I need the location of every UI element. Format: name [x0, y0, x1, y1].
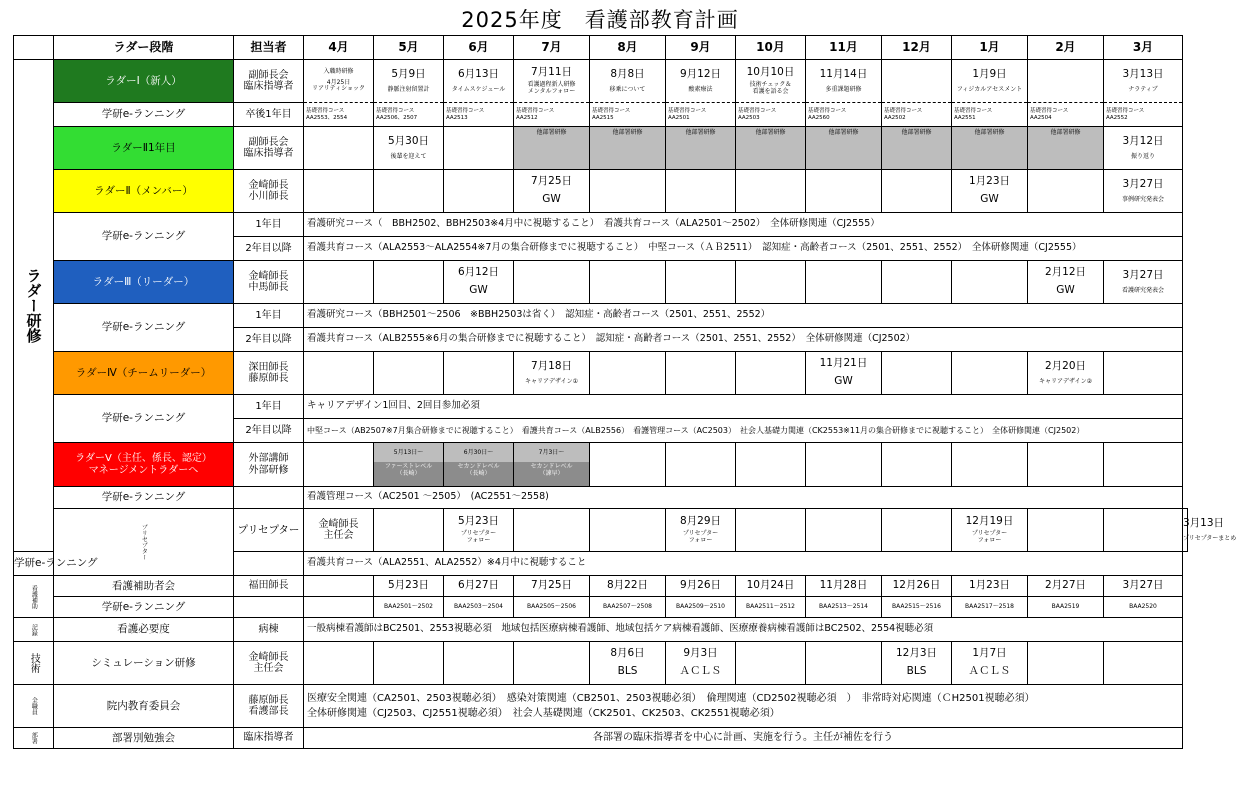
cell-note: セカンドレベル （長崎） — [444, 462, 513, 486]
ladder1-cell-jan — [952, 60, 1028, 103]
ladder2y1-cell-mar — [1104, 127, 1183, 170]
ladder1-label: ラダーⅠ（新人） — [54, 60, 234, 103]
empty-cell — [882, 352, 952, 395]
category-ladder-label: ラダー研修 — [24, 268, 43, 343]
category-ladder — [14, 60, 54, 552]
empty-cell — [666, 443, 736, 487]
ladder2-cell-jul — [514, 170, 590, 213]
category-dept — [14, 728, 54, 749]
dept-row — [14, 728, 1188, 749]
assist-elearn-label: 学研e-ランニング — [54, 597, 234, 618]
ladder2-cell-jan — [952, 170, 1028, 213]
empty-cell — [952, 352, 1028, 395]
category-preceptor-label: プリセプター — [140, 524, 148, 560]
empty-cell — [444, 170, 514, 213]
cell-note: ナラティブ — [1128, 86, 1158, 94]
preceptor-cell-aug — [666, 509, 736, 552]
assist-code: BAA2503～2504 — [444, 597, 514, 618]
assist-code: BAA2501～2502 — [374, 597, 444, 618]
month-header: 8月 — [590, 36, 666, 60]
other-dept-cell: 他部署研修 — [806, 127, 882, 170]
ladder1-cell-oct — [736, 60, 806, 103]
ladder1-cell-may — [374, 60, 444, 103]
empty-cell — [736, 170, 806, 213]
cell-date: 8月29日 — [679, 515, 722, 528]
empty-cell — [806, 509, 882, 552]
cell-date: 1月23日 — [968, 175, 1011, 188]
cell-date: 11月21日 — [819, 357, 868, 370]
ladder2y1-cell-may — [374, 127, 444, 170]
tech-row — [14, 642, 1188, 685]
ladder2-label: ラダーⅡ（メンバー） — [54, 170, 234, 213]
record-text: 一般病棟看護師はBC2501、2553視聴必須 地域包括医療病棟看護師、地域包括ケア病棟看護師、医療療養病棟看護師はBC2502、2554視聴必須 — [304, 618, 1183, 642]
assist-person: 福田師長 — [234, 576, 304, 597]
ladder4-row — [14, 352, 1188, 395]
empty-cell — [666, 261, 736, 304]
preceptor-row — [14, 509, 1188, 552]
empty-cell — [304, 443, 374, 487]
elearn-text: 看護共育コース（ALA2551、ALA2552）※4月中に視聴すること — [304, 552, 1183, 576]
tech-cell-sep — [666, 642, 736, 685]
cell-note: GW — [542, 193, 561, 205]
empty-cell — [1104, 642, 1183, 685]
cell-date: 2月20日 — [1044, 359, 1087, 372]
empty-cell — [234, 487, 304, 509]
ladder4-elearn-label: 学研e-ランニング — [54, 395, 234, 443]
elearn-code: 基礎習得コース AA2503 — [736, 103, 806, 127]
ladder5-cell-may — [374, 443, 444, 487]
empty-cell — [1028, 170, 1104, 213]
year-label: 2年目以降 — [234, 237, 304, 261]
tech-label: シミュレーション研修 — [54, 642, 234, 685]
assist-code: BAA2515～2516 — [882, 597, 952, 618]
ladder1-cell-apr — [304, 60, 374, 103]
ladder1-elearn-person: 卒後1年目 — [234, 103, 304, 127]
empty-cell — [882, 443, 952, 487]
assist-date: 6月27日 — [444, 576, 514, 597]
category-tech — [14, 642, 54, 685]
preceptor-elearn-label: 学研e-ランニング — [14, 552, 54, 576]
ladder5-cell-jun — [444, 443, 514, 487]
category-record — [14, 618, 54, 642]
month-header: 5月 — [374, 36, 444, 60]
ladder5-cell-jul — [514, 443, 590, 487]
year-label: 1年目 — [234, 213, 304, 237]
ladder4-label: ラダーⅣ（チームリーダー） — [54, 352, 234, 395]
cell-date: 12月19日 — [965, 515, 1014, 528]
empty-cell — [1104, 443, 1183, 487]
empty-cell — [234, 597, 304, 618]
cell-note: 4月25日 リアリティショック — [311, 78, 366, 93]
ladder2y1-cell-apr — [304, 127, 374, 170]
empty-cell — [514, 261, 590, 304]
assist-date: 3月27日 — [1104, 576, 1183, 597]
cell-note: タイムスケジュール — [451, 86, 506, 94]
assist-date: 9月26日 — [666, 576, 736, 597]
ladder3-row — [14, 261, 1188, 304]
ladder5-elearn-row — [14, 487, 1188, 509]
empty-cell — [514, 509, 590, 552]
other-dept-cell: 他部署研修 — [952, 127, 1028, 170]
year-label: 2年目以降 — [234, 419, 304, 443]
cell-note: フィジカルアセスメント — [956, 86, 1023, 94]
ladder4-cell-jul — [514, 352, 590, 395]
ladder2y1-row — [14, 127, 1188, 170]
cell-note: 静脈注射留置計 — [387, 86, 430, 94]
empty-cell — [736, 509, 806, 552]
preceptor-cell-mar — [1183, 509, 1236, 552]
cell-note: 後輩を迎えて — [390, 153, 427, 161]
ladder3-label: ラダーⅢ（リーダー） — [54, 261, 234, 304]
ladder1-person: 副師長会 臨床指導者 — [234, 60, 304, 103]
cell-note: 事例研究発表会 — [1121, 196, 1164, 204]
committee-line1: 医療安全関連（CA2501、2503視聴必須） 感染対策関連（CB2501、2503視聴必須） 倫理関連（CD2502視聴必須 ） 非常時対応関連（ＣH2501視聴必須） — [307, 693, 1035, 704]
cell-note: 看護研究発表会 — [1121, 287, 1164, 295]
ladder4-cell-feb — [1028, 352, 1104, 395]
tech-cell-dec — [882, 642, 952, 685]
cell-date: 入職時研修 — [323, 67, 354, 75]
assist-code: BAA2519 — [1028, 597, 1104, 618]
assist-row — [14, 576, 1188, 597]
cell-note: GW — [980, 193, 999, 205]
empty-cell — [736, 352, 806, 395]
committee-row — [14, 685, 1188, 728]
empty-cell — [736, 642, 806, 685]
month-header: 10月 — [736, 36, 806, 60]
cell-date: 3月27日 — [1122, 177, 1164, 190]
assist-date: 10月24日 — [736, 576, 806, 597]
category-dept-label: 部署 — [30, 732, 38, 744]
cell-date: 7月3日～ — [514, 443, 589, 462]
empty-cell — [234, 552, 304, 576]
ladder2y1-person: 副師長会 臨床指導者 — [234, 127, 304, 170]
assist-date: 8月22日 — [590, 576, 666, 597]
month-header: 4月 — [304, 36, 374, 60]
cell-date: 3月27日 — [1122, 268, 1164, 281]
empty-cell — [1104, 352, 1183, 395]
elearn-code: 基礎習得コース AA2501 — [666, 103, 736, 127]
ladder2-elearn-y1-row — [14, 213, 1188, 237]
assist-code: BAA2511～2512 — [736, 597, 806, 618]
preceptor-label: プリセプター — [234, 509, 304, 552]
empty-cell — [514, 642, 590, 685]
header-row — [14, 36, 1188, 60]
cell-note: セカンドレベル （諫早） — [514, 462, 589, 486]
empty-cell — [666, 352, 736, 395]
cell-date: 5月30日 — [387, 134, 430, 147]
cell-date: 3月13日 — [1183, 516, 1225, 529]
month-header: 2月 — [1028, 36, 1104, 60]
cell-date: 5月13日～ — [374, 443, 443, 462]
month-header: 11月 — [806, 36, 882, 60]
other-dept-cell: 他部署研修 — [666, 127, 736, 170]
tech-cell-aug — [590, 642, 666, 685]
ladder2y1-cell-jun — [444, 127, 514, 170]
committee-line2: 全体研修関連（CJ2503、CJ2551視聴必須） 社会人基礎関連（CK2501、CK2503、CK2551視聴必須） — [307, 707, 780, 719]
cell-note: BLS — [906, 665, 927, 677]
ladder1-cell-nov — [806, 60, 882, 103]
cell-date: 6月30日～ — [444, 443, 513, 462]
month-header: 6月 — [444, 36, 514, 60]
cell-date: 6月12日 — [457, 266, 500, 279]
assist-code: BAA2520 — [1104, 597, 1183, 618]
elearn-code: 基礎習得コース AA2506、2507 — [374, 103, 444, 127]
record-person: 病棟 — [234, 618, 304, 642]
ladder1-cell-dec — [882, 60, 952, 103]
ladder1-cell-mar — [1104, 60, 1183, 103]
assist-date — [304, 576, 374, 597]
assist-date: 11月28日 — [806, 576, 882, 597]
empty-cell — [374, 170, 444, 213]
dept-label: 部署別勉強会 — [54, 728, 234, 749]
category-tech-label: 技術 — [28, 653, 40, 673]
month-header: 1月 — [952, 36, 1028, 60]
cell-note: BLS — [617, 665, 638, 677]
cell-note: プリセプター フォロー — [971, 529, 1008, 544]
empty-cell — [590, 261, 666, 304]
empty-cell — [444, 642, 514, 685]
committee-text — [304, 685, 1183, 728]
page-title: 2025年度 看護部教育計画 — [461, 8, 739, 32]
ladder4-person: 深田師長 藤原師長 — [234, 352, 304, 395]
ladder3-cell-mar — [1104, 261, 1183, 304]
cell-date: 9月12日 — [679, 67, 722, 80]
person-header: 担当者 — [234, 36, 304, 60]
empty-cell — [304, 642, 374, 685]
year-label: 1年目 — [234, 395, 304, 419]
empty-cell — [1028, 642, 1104, 685]
assist-date: 2月27日 — [1028, 576, 1104, 597]
category-assist — [14, 576, 54, 618]
record-label: 看護必要度 — [54, 618, 234, 642]
committee-label: 院内教育委員会 — [54, 685, 234, 728]
empty-cell — [952, 261, 1028, 304]
cell-note: ＡＣＬＳ — [968, 665, 1011, 677]
empty-cell — [806, 443, 882, 487]
ladder2y1-label: ラダーⅡ1年目 — [54, 127, 234, 170]
month-header: 7月 — [514, 36, 590, 60]
assist-code: BAA2517～2518 — [952, 597, 1028, 618]
tech-cell-jan — [952, 642, 1028, 685]
category-record-label: 記録 — [30, 623, 38, 636]
cell-date: 5月23日 — [457, 515, 500, 528]
ladder5-person: 外部講師 外部研修 — [234, 443, 304, 487]
cell-note: ファーストレベル （長崎） — [374, 462, 443, 486]
empty-cell — [806, 642, 882, 685]
empty-cell — [882, 509, 952, 552]
category-committee — [14, 685, 54, 728]
ladder5-label: ラダーⅤ（主任、係長、認定） マネージメントラダーへ — [54, 443, 234, 487]
elearn-code: 基礎習得コース AA2515 — [590, 103, 666, 127]
cell-date: 7月18日 — [530, 359, 573, 372]
ladder3-elearn-y1-row — [14, 304, 1188, 328]
other-dept-cell: 他部署研修 — [514, 127, 590, 170]
cell-date: 3月12日 — [1122, 134, 1164, 147]
empty-cell — [374, 642, 444, 685]
preceptor-cell-may — [444, 509, 514, 552]
cell-date: 8月8日 — [610, 67, 645, 80]
empty-cell — [1028, 443, 1104, 487]
cell-date: 7月11日 — [530, 66, 573, 79]
cell-note: 多重課題研修 — [825, 86, 862, 94]
ladder2-person: 金崎師長 小川師長 — [234, 170, 304, 213]
elearn-text: 看護管理コース（AC2501 ～2505） (AC2551～2558) — [304, 487, 1183, 509]
committee-person: 藤原師長 看護部長 — [234, 685, 304, 728]
assist-code — [304, 597, 374, 618]
ladder2-elearn-label: 学研e-ランニング — [54, 213, 234, 261]
assist-date: 7月25日 — [514, 576, 590, 597]
cell-note: GW — [1056, 284, 1075, 296]
other-dept-cell: 他部署研修 — [736, 127, 806, 170]
year-label: 2年目以降 — [234, 328, 304, 352]
elearn-text: 看護共育コース（ALB2555※6月の集合研修までに視聴すること） 認知症・高齢者コース（2501、2551、2552） 全体研修関連（CJ2502） — [304, 328, 1183, 352]
empty-cell — [806, 261, 882, 304]
empty-cell — [1028, 509, 1104, 552]
month-header: 9月 — [666, 36, 736, 60]
ladder1-row — [14, 60, 1188, 103]
empty-cell — [304, 170, 374, 213]
elearn-text: 看護研究コース（BBH2501～2506 ※BBH2503は省く） 認知症・高齢者コース（2501、2551、2552） — [304, 304, 1183, 328]
cell-note: ＡＣＬＳ — [679, 665, 722, 677]
other-dept-cell: 他部署研修 — [882, 127, 952, 170]
month-header: 3月 — [1104, 36, 1183, 60]
cell-note: プリセプター フォロー — [682, 529, 719, 544]
ladder3-person: 金崎師長 中馬師長 — [234, 261, 304, 304]
ladder1-cell-jul — [514, 60, 590, 103]
assist-date: 5月23日 — [374, 576, 444, 597]
category-committee-label: 全職員 — [30, 697, 38, 715]
elearn-code: 基礎習得コース AA2504 — [1028, 103, 1104, 127]
cell-note: キャリアデザイン② — [1039, 378, 1092, 386]
cell-note: 移乗について — [609, 86, 646, 94]
year-label: 1年目 — [234, 304, 304, 328]
assist-code: BAA2507～2508 — [590, 597, 666, 618]
assist-code: BAA2509～2510 — [666, 597, 736, 618]
dept-text: 各部署の臨床指導者を中心に計画、実施を行う。主任が補佐を行う — [304, 728, 1183, 749]
ladder1-elearn-label: 学研e-ランニング — [54, 103, 234, 127]
ladder1-cell-sep — [666, 60, 736, 103]
elearn-text: キャリアデザイン1回目、2回目参加必須 — [304, 395, 1183, 419]
elearn-text: 看護研究コース（ BBH2502、BBH2503※4月中に視聴すること） 看護共育コース（ALA2501～2502） 全体研修関連（CJ2555） — [304, 213, 1183, 237]
cell-note: キャリアデザイン① — [525, 378, 578, 386]
empty-cell — [666, 170, 736, 213]
cell-date: 9月3日 — [683, 647, 718, 660]
ladder1-elearn-row — [14, 103, 1188, 127]
cell-date: 11月14日 — [819, 67, 868, 80]
assist-elearn-row — [14, 597, 1188, 618]
category-assist-label: 看護補助 — [30, 584, 38, 609]
ladder-header: ラダー段階 — [54, 36, 234, 60]
cell-date: 7月25日 — [530, 175, 573, 188]
elearn-code: 基礎習得コース AA2512 — [514, 103, 590, 127]
cell-note: プリセプターまとめ — [1183, 535, 1236, 543]
cell-note: プリセプター フォロー — [460, 529, 497, 544]
cell-date: 1月9日 — [972, 67, 1007, 80]
elearn-code: 基礎習得コース AA2502 — [882, 103, 952, 127]
cell-note: GW — [834, 375, 853, 387]
cell-note: GW — [469, 284, 488, 296]
cell-date: 8月6日 — [610, 647, 645, 660]
empty-cell — [304, 261, 374, 304]
empty-cell — [736, 261, 806, 304]
ladder5-row — [14, 443, 1188, 487]
cell-note: 酸素療法 — [688, 86, 713, 94]
dept-person: 臨床指導者 — [234, 728, 304, 749]
assist-date: 1月23日 — [952, 576, 1028, 597]
assist-label: 看護補助者会 — [54, 576, 234, 597]
cell-date: 10月10日 — [746, 66, 795, 79]
elearn-code: 基礎習得コース AA2560 — [806, 103, 882, 127]
empty-cell — [444, 352, 514, 395]
ladder3-cell-jun — [444, 261, 514, 304]
empty-cell — [590, 509, 666, 552]
other-dept-cell: 他部署研修 — [590, 127, 666, 170]
ladder2-cell-mar — [1104, 170, 1183, 213]
cell-date: 12月3日 — [895, 647, 938, 660]
empty-cell — [736, 443, 806, 487]
assist-code: BAA2513～2514 — [806, 597, 882, 618]
cell-date: 6月13日 — [457, 67, 500, 80]
education-plan-table — [13, 35, 1236, 749]
corner-cell — [14, 36, 54, 60]
ladder1-cell-feb — [1028, 60, 1104, 103]
tech-person: 金崎師長 主任会 — [234, 642, 304, 685]
cell-date: 1月7日 — [972, 647, 1007, 660]
elearn-code: 基礎習得コース AA2553、2554 — [304, 103, 374, 127]
elearn-code: 基礎習得コース AA2513 — [444, 103, 514, 127]
empty-cell — [806, 170, 882, 213]
assist-code: BAA2505～2506 — [514, 597, 590, 618]
elearn-code: 基礎習得コース AA2552 — [1104, 103, 1183, 127]
cell-note: 振り返り — [1130, 153, 1155, 161]
ladder1-cell-jun — [444, 60, 514, 103]
month-header: 12月 — [882, 36, 952, 60]
record-row — [14, 618, 1188, 642]
empty-cell — [1104, 509, 1183, 552]
empty-cell — [304, 352, 374, 395]
ladder4-cell-nov — [806, 352, 882, 395]
cell-date: 3月13日 — [1122, 67, 1164, 80]
cell-date: 5月9日 — [391, 67, 426, 80]
elearn-code: 基礎習得コース AA2551 — [952, 103, 1028, 127]
elearn-text: 中堅コース（AB2507※7月集合研修までに視聴すること） 看護共育コース（ALB2556） 看護管理コース（AC2503） 社会人基礎力関連（CK2553※11月の集合研修までに視聴すること） 全体研修関連（CJ2502） — [304, 419, 1183, 443]
cell-date: 2月12日 — [1044, 266, 1087, 279]
empty-cell — [590, 443, 666, 487]
cell-note: 技術チェック＆ 看護を語る会 — [749, 80, 792, 95]
ladder3-cell-feb — [1028, 261, 1104, 304]
ladder4-elearn-y1-row — [14, 395, 1188, 419]
ladder5-elearn-label: 学研e-ランニング — [54, 487, 234, 509]
empty-cell — [952, 443, 1028, 487]
ladder3-elearn-label: 学研e-ランニング — [54, 304, 234, 352]
other-dept-cell: 他部署研修 — [1028, 127, 1104, 170]
empty-cell — [882, 261, 952, 304]
cell-note: 看護過程新人研修 メンタルフォロー — [527, 80, 576, 95]
assist-date: 12月26日 — [882, 576, 952, 597]
preceptor-person: 金崎師長 主任会 — [304, 509, 374, 552]
preceptor-cell-dec — [952, 509, 1028, 552]
empty-cell — [882, 170, 952, 213]
ladder1-cell-aug — [590, 60, 666, 103]
elearn-text: 看護共育コース（ALA2553～ALA2554※7月の集合研修までに視聴すること） 中堅コース（ＡＢ2511） 認知症・高齢者コース（2501、2551、2552） 全体研修関連（CJ2555） — [304, 237, 1183, 261]
ladder2-row — [14, 170, 1188, 213]
empty-cell — [590, 170, 666, 213]
empty-cell — [374, 261, 444, 304]
empty-cell — [374, 509, 444, 552]
empty-cell — [590, 352, 666, 395]
empty-cell — [374, 352, 444, 395]
